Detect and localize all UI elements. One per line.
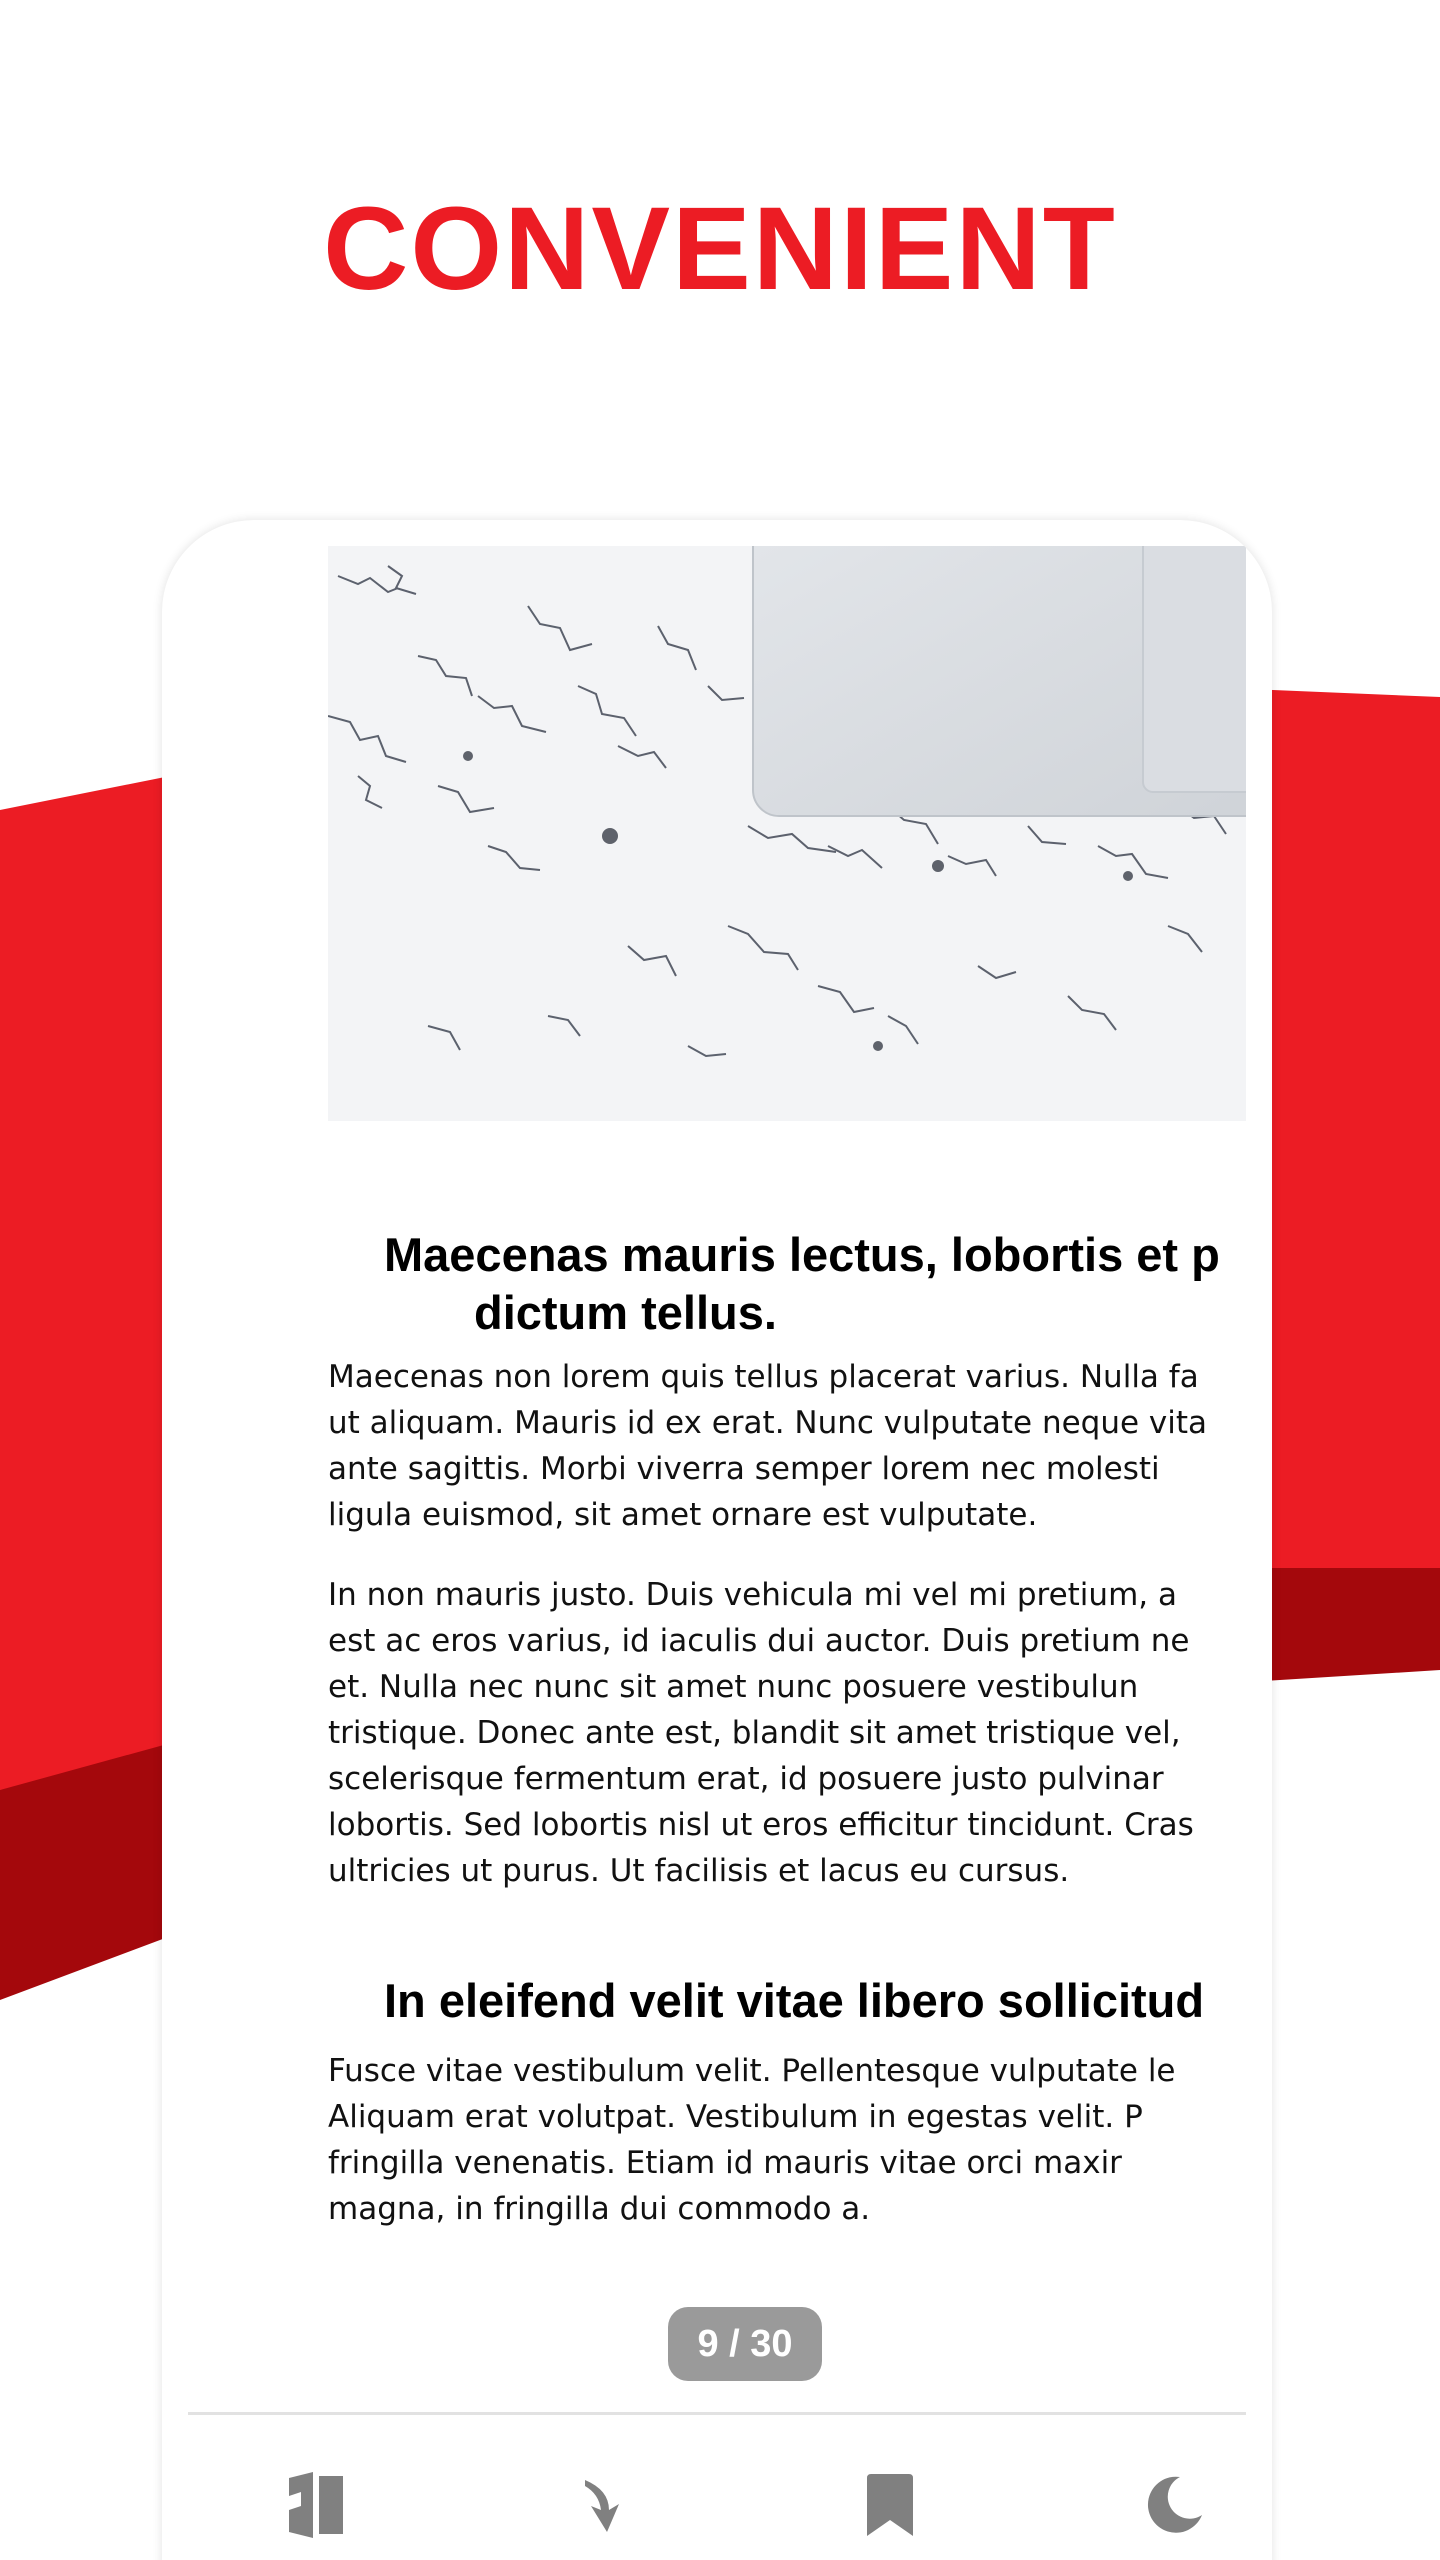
- jump-to-page-button[interactable]: [564, 2465, 644, 2545]
- phone-frame: [162, 520, 1272, 2560]
- section-heading-1-line1: Maecenas mauris lectus, lobortis et p: [384, 1228, 1220, 1281]
- paragraph-line: ante sagittis. Morbi viverra semper lorem nec molesti: [328, 1451, 1160, 1487]
- bookmark-button[interactable]: [850, 2465, 930, 2545]
- headline: CONVENIENT: [323, 183, 1117, 315]
- section-heading-2: In eleifend velit vitae libero sollicitud: [384, 1974, 1205, 2027]
- page-indicator: 9 / 30: [668, 2307, 822, 2381]
- paragraph-3: [328, 2048, 1246, 2232]
- paragraph-line: scelerisque fermentum erat, id posuere justo pulvinar: [328, 1761, 1164, 1797]
- bookmark-icon: [867, 2474, 913, 2536]
- book-icon: [285, 2472, 347, 2538]
- night-mode-icon: [1144, 2475, 1204, 2535]
- reader-toolbar: [188, 2415, 1246, 2560]
- paragraph-line: est ac eros varius, id iaculis dui auctor. Duis pretium ne: [328, 1623, 1190, 1659]
- paragraph-line: ultricies ut purus. Ut facilisis et lacus eu cursus.: [328, 1853, 1070, 1889]
- section-heading-1: [384, 1226, 1246, 1342]
- paragraph-line: et. Nulla nec nunc sit amet nunc posuere vestibulun: [328, 1669, 1139, 1705]
- paragraph-1: [328, 1354, 1246, 1538]
- night-mode-button[interactable]: [1134, 2465, 1214, 2545]
- jump-arrow-icon: [579, 2476, 629, 2534]
- paragraph-2: [328, 1572, 1246, 1894]
- book-button[interactable]: [276, 2465, 356, 2545]
- section-heading-1-line2: dictum tellus.: [474, 1286, 777, 1339]
- paragraph-line: tristique. Donec ante est, blandit sit amet tristique vel,: [328, 1715, 1181, 1751]
- marble-laptop-photo: [328, 546, 1246, 1121]
- paragraph-line: magna, in fringilla dui commodo a.: [328, 2191, 871, 2227]
- paragraph-line: Fusce vitae vestibulum velit. Pellentesque vulputate le: [328, 2053, 1176, 2089]
- reader-screen: [188, 546, 1246, 2560]
- paragraph-line: In non mauris justo. Duis vehicula mi vel mi pretium, a: [328, 1577, 1177, 1613]
- paragraph-line: lobortis. Sed lobortis nisl ut eros efficitur tincidunt. Cras: [328, 1807, 1194, 1843]
- paragraph-line: ligula euismod, sit amet ornare est vulputate.: [328, 1497, 1038, 1533]
- paragraph-line: Aliquam erat volutpat. Vestibulum in egestas velit. P: [328, 2099, 1143, 2135]
- paragraph-line: fringilla venenatis. Etiam id mauris vitae orci maxir: [328, 2145, 1122, 2181]
- paragraph-line: Maecenas non lorem quis tellus placerat varius. Nulla fa: [328, 1359, 1199, 1395]
- paragraph-line: ut aliquam. Mauris id ex erat. Nunc vulputate neque vita: [328, 1405, 1208, 1441]
